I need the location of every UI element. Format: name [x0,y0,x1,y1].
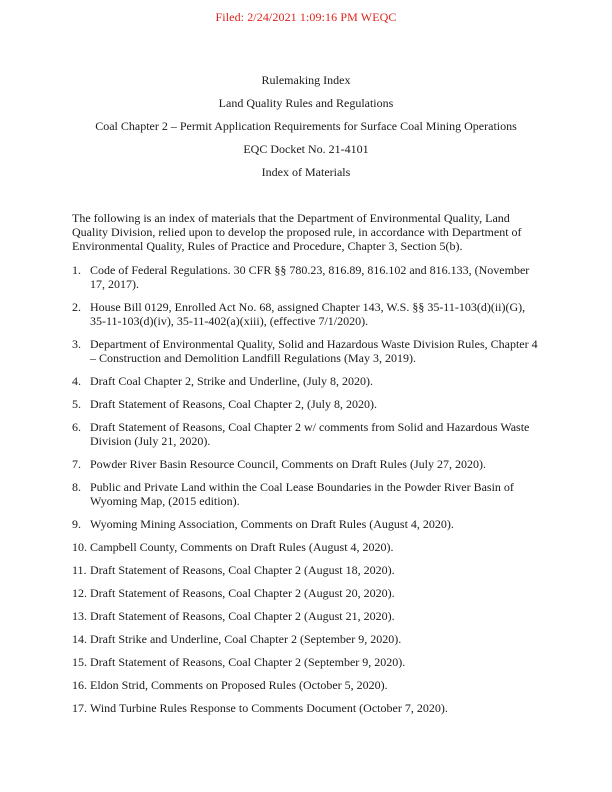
item-text: Powder River Basin Resource Council, Comments on Draft Rules (July 27, 2020). [90,457,486,471]
list-item [72,540,544,554]
item-number: 6. [72,420,81,434]
item-number: 3. [72,337,81,351]
item-number: 10. [72,540,87,554]
item-number: 9. [72,517,81,531]
item-text: Draft Statement of Reasons, Coal Chapter 2 (September 9, 2020). [90,655,406,669]
list-item [72,609,544,623]
list-item [72,263,544,291]
item-text: Draft Statement of Reasons, Coal Chapter 2, (July 8, 2020). [90,397,377,411]
item-number: 17. [72,701,87,715]
list-item [72,655,544,669]
intro-paragraph: The following is an index of materials that the Department of Environmental Quality, Land Quality Division, relied upon to develop the proposed rule, in accordance with Department of Environmental Quality, Rules of Practice and Procedure, Chapter 3, Section 5(b). [72,211,522,253]
item-text: Department of Environmental Quality, Solid and Hazardous Waste Division Rules, Chapter 4 – Construction and Demolition Landfill Regulations (May 3, 2019). [90,337,538,365]
item-text: Draft Strike and Underline, Coal Chapter 2 (September 9, 2020). [90,632,402,646]
item-number: 14. [72,632,87,646]
header-index-label: Index of Materials [261,165,351,179]
item-text: Code of Federal Regulations. 30 CFR §§ 780.23, 816.89, 816.102 and 816.133, (November 17, 2017). [90,263,530,291]
list-item [72,678,544,692]
item-text: Public and Private Land within the Coal Lease Boundaries in the Powder River Basin of Wyoming Map, (2015 edition). [90,480,514,508]
item-number: 11. [72,563,87,577]
header-title: Rulemaking Index [261,73,351,87]
list-item [72,517,544,531]
item-number: 1. [72,263,81,277]
header-subtitle: Land Quality Rules and Regulations [218,96,394,110]
list-item [72,300,544,328]
list-item [72,701,544,715]
item-text: Draft Coal Chapter 2, Strike and Underline, (July 8, 2020). [90,374,373,388]
item-number: 4. [72,374,81,388]
list-item [72,586,544,600]
item-number: 5. [72,397,81,411]
item-text: House Bill 0129, Enrolled Act No. 68, assigned Chapter 143, W.S. §§ 35-11-103(d)(ii)(G), 35-11-103(d)(iv), 35-11-402(a)(xiii), (effective 7/1/2020). [90,300,526,328]
list-item [72,632,544,646]
header-docket: EQC Docket No. 21-4101 [243,142,369,156]
item-text: Draft Statement of Reasons, Coal Chapter 2 (August 21, 2020). [90,609,395,623]
list-item [72,457,544,471]
filed-stamp: Filed: 2/24/2021 1:09:16 PM WEQC [215,10,397,24]
item-number: 7. [72,457,81,471]
item-number: 8. [72,480,81,494]
item-text: Campbell County, Comments on Draft Rules (August 4, 2020). [90,540,394,554]
item-number: 12. [72,586,87,600]
item-text: Draft Statement of Reasons, Coal Chapter 2 (August 18, 2020). [90,563,395,577]
item-text: Wind Turbine Rules Response to Comments Document (October 7, 2020). [90,701,448,715]
list-item [72,337,544,365]
item-text: Eldon Strid, Comments on Proposed Rules (October 5, 2020). [90,678,388,692]
list-item [72,397,544,411]
list-item [72,480,544,508]
header-chapter: Coal Chapter 2 – Permit Application Requirements for Surface Coal Mining Operations [95,119,517,133]
item-number: 15. [72,655,87,669]
item-number: 13. [72,609,87,623]
list-item [72,420,544,448]
item-number: 2. [72,300,81,314]
list-item [72,563,544,577]
item-text: Wyoming Mining Association, Comments on Draft Rules (August 4, 2020). [90,517,454,531]
list-item [72,374,544,388]
materials-list [72,263,544,724]
item-text: Draft Statement of Reasons, Coal Chapter 2 w/ comments from Solid and Hazardous Waste Division (July 21, 2020). [90,420,530,448]
document-header [0,73,612,188]
item-text: Draft Statement of Reasons, Coal Chapter 2 (August 20, 2020). [90,586,395,600]
item-number: 16. [72,678,87,692]
